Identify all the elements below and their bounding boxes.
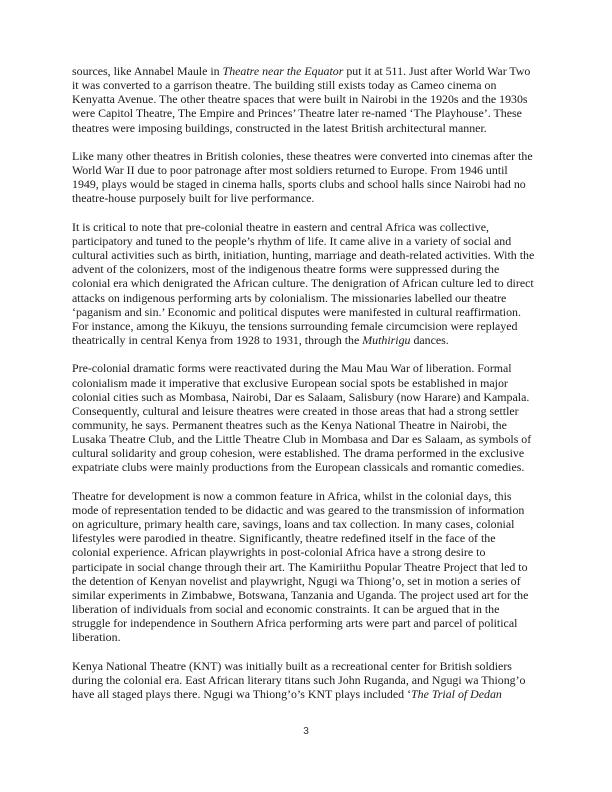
text-line: sources, like Annabel Maule in Theatre near the Equator put it at 511. Just after World War Two	[72, 64, 531, 78]
text-line: theatres were imposing buildings, constructed in the latest British architectural manner.	[72, 120, 487, 135]
text-line: community, he says. Permanent theatres such as the Kenya National Theatre in Nairobi, the	[72, 418, 507, 432]
text-line: World War II due to poor patronage after most soldiers returned to Europe. From 1946 until	[72, 163, 508, 178]
paragraph	[72, 149, 550, 206]
text-line: colonial experience. African playwrights in post-colonial Africa have a strong desire to	[72, 545, 486, 560]
text-line: liberation of individuals from social and economic constraints. It can be argued that in the	[72, 602, 500, 617]
text-line: liberation.	[72, 630, 121, 645]
paragraph	[72, 659, 550, 701]
text-line: during the colonial era. East African literary titans such John Ruganda, and Ngugi wa Thiong’o	[72, 672, 526, 687]
text-line: participate in social change through their art. The Kamiriithu Popular Theatre Project that led to	[72, 559, 528, 574]
paragraph	[72, 64, 550, 135]
text-line: Consequently, cultural and leisure theatres were created in those areas that had a strong settler	[72, 403, 519, 418]
italic-title: Muthirigu	[362, 333, 411, 348]
text-line: the detention of Kenyan novelist and playwright, Ngugi wa Thiong’o, set in motion a series of	[72, 573, 521, 588]
italic-title: The Trial of Dedan	[411, 687, 502, 702]
text-line: theatre-house purposely built for live performance.	[72, 191, 315, 206]
text-line: lifestyles were parodied in theatre. Significantly, theatre redefined itself in the face of the	[72, 531, 496, 546]
text-line: colonial cities such as Mombasa, Nairobi, Dar es Salaam, Salisbury (now Harare) and Kampala.	[72, 389, 530, 404]
paragraph	[72, 361, 550, 474]
text-line: attacks on indigenous performing arts by colonialism. The missionaries labelled our theatre	[72, 290, 507, 305]
text-line: Pre-colonial dramatic forms were reactivated during the Mau Mau War of liberation. Formal	[72, 361, 512, 376]
text-line: were Capitol Theatre, The Empire and Princes’ Theatre later re-named ‘The Playhouse’. These	[72, 106, 522, 121]
text-line: similar experiments in Zimbabwe, Botswana, Tanzania and Uganda. The project used art for the	[72, 587, 529, 602]
text-line: Lusaka Theatre Club, and the Little Theatre Club in Mombasa and Dar es Salaam, as symbols of	[72, 432, 532, 447]
text-line: cultural activities such as birth, initiation, hunting, marriage and death-related activities. With the	[72, 248, 535, 263]
text-line: colonialism made it imperative that exclusive European social spots be established in major	[72, 375, 508, 390]
text-line: participatory and tuned to the people’s rhythm of life. It came alive in a variety of social and	[72, 233, 512, 248]
text-line: It is critical to note that pre-colonial theatre in eastern and central Africa was collective,	[72, 219, 489, 234]
text-line: colonial era which denigrated the African culture. The denigration of African culture led to direct	[72, 276, 534, 291]
text-line: it was converted to a garrison theatre. The building still exists today as Cameo cinema on	[72, 78, 497, 93]
text-line: expatriate clubs were mainly productions from the European classicals and romantic comedies.	[72, 460, 525, 475]
text-line: Like many other theatres in British colonies, these theatres were converted into cinemas after the	[72, 148, 533, 163]
text-line: Kenya National Theatre (KNT) was initially built as a recreational center for British soldiers	[72, 658, 512, 673]
text-line: struggle for independence in Southern Africa performing arts were part and parcel of political	[72, 616, 518, 631]
italic-title: Theatre near the Equator	[222, 64, 344, 78]
document-body	[72, 64, 550, 715]
paragraph	[72, 220, 550, 347]
text-line: advent of the colonizers, most of the indigenous theatre forms were suppressed during the	[72, 262, 500, 277]
text-line: 1949, plays would be staged in cinema halls, sports clubs and school halls since Nairobi had no	[72, 177, 526, 192]
paragraph	[72, 489, 550, 645]
text-line: For instance, among the Kikuyu, the tensions surrounding female circumcision were replayed	[72, 318, 518, 333]
text-line: ‘paganism and sin.’ Economic and political disputes were manifested in cultural reaffirmation.	[72, 304, 521, 319]
page-number: 3	[303, 726, 309, 737]
text-line: Kenyatta Avenue. The other theatre spaces that were built in Nairobi in the 1920s and the 1930s	[72, 92, 528, 107]
text-line: on agriculture, primary health care, savings, loans and tax collection. In many cases, colonial	[72, 517, 515, 532]
text-line: mode of representation tended to be didactic and was geared to the transmission of information	[72, 502, 525, 517]
text-line: cultural solidarity and group cohesion, were established. The drama performed in the exclusive	[72, 446, 525, 461]
text-line: theatrically in central Kenya from 1928 to 1931, through the Muthirigu dances.	[72, 333, 449, 348]
text-line: Theatre for development is now a common feature in Africa, whilst in the colonial days, this	[72, 488, 512, 503]
text-line: have all staged plays there. Ngugi wa Thiong’o’s KNT plays included ‘The Trial of Dedan	[72, 687, 502, 702]
